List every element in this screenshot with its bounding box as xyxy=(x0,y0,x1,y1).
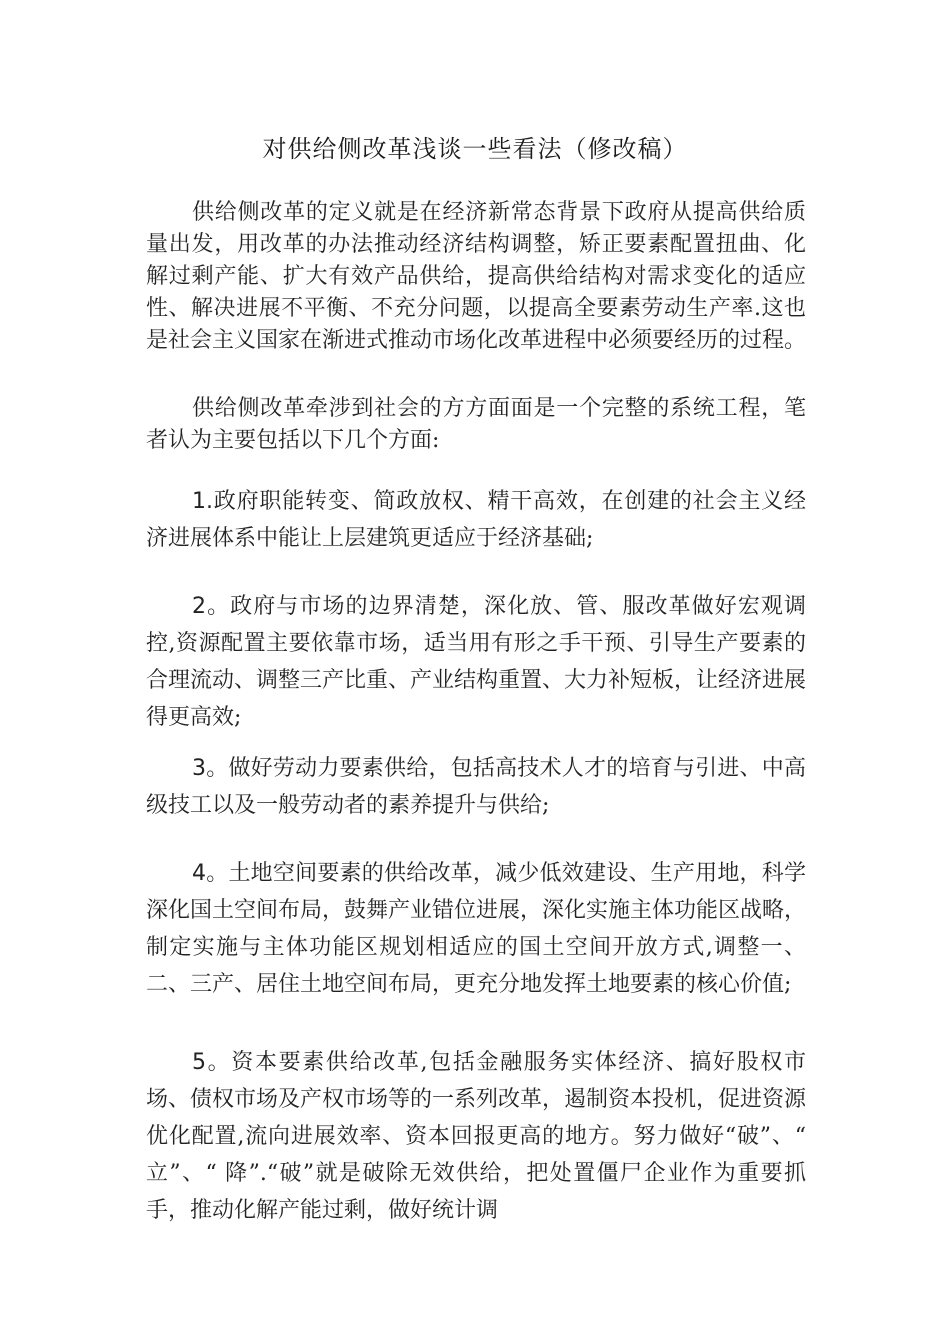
list-item-number: 3。 xyxy=(192,756,229,781)
list-item-text: 政府职能转变、简政放权、精干高效，在创建的社会主义经济进展体系中能让上层建筑更适应于经济基础; xyxy=(146,489,806,551)
list-item-text: 政府与市场的边界清楚，深化放、管、服改革做好宏观调控,资源配置主要依靠市场，适当用有形之手干预、引导生产要素的合理流动、调整三产比重、产业结构重置、大力补短板，让经济进展得更高效; xyxy=(146,594,807,730)
intro-emphasis-structure: 结构调整 xyxy=(464,232,557,257)
overview-paragraph: 供给侧改革牵涉到社会的方方面面是一个完整的系统工程，笔者认为主要包括以下几个方面: xyxy=(146,396,806,453)
list-item xyxy=(146,1044,806,1229)
intro-paragraph xyxy=(146,197,806,357)
intro-text-after: .这也是社会主义国家在渐进式推动市场化改革进程中必须要经历的过程。 xyxy=(146,296,807,353)
list-item xyxy=(146,750,806,824)
list-item xyxy=(146,855,806,1003)
intro-emphasis-productivity: 全要素劳动生产率 xyxy=(573,296,754,321)
list-item xyxy=(146,483,806,557)
intro-text-middle: ，矫正要素配置扭曲、化解过剩产能、扩大有效产品供给，提高供给结构对需求变化的适应性、解决进展不平衡、不充分问题，以提高 xyxy=(146,232,806,321)
list-item-number: 2。 xyxy=(192,594,231,619)
list-item-number: 4。 xyxy=(192,861,229,886)
list-item-number: 5。 xyxy=(192,1050,232,1075)
page-title: 对供给侧改革浅谈一些看法（修改稿） xyxy=(262,135,688,163)
list-item-text: 资本要素供给改革,包括金融服务实体经济、搞好股权市场、债权市场及产权市场等的一系列改革，遏制资本投机，促进资源优化配置,流向进展效率、资本回报更高的地方。努力做好“破”、“ 立”、“ 降”.“破”就是破除无效供给，把处置僵尸企业作为重要抓手，推动化解产能过剩，做好统计调 xyxy=(146,1050,807,1223)
list-item xyxy=(146,588,806,736)
list-item-number: 1. xyxy=(192,489,213,514)
list-item-text: 土地空间要素的供给改革，减少低效建设、生产用地，科学深化国土空间布局，鼓舞产业错位进展，深化实施主体功能区战略，制定实施与主体功能区规划相适应的国土空间开放方式,调整一、二、三产、居住土地空间布局，更充分地发挥土地要素的核心价值; xyxy=(146,861,807,997)
intro-text-before: 供给侧改革的定义就是在经济新常态背景下政府从提高供给质量出发，用改革的办法推动经济 xyxy=(146,200,806,257)
list-item-text: 做好劳动力要素供给，包括高技术人才的培育与引进、中高级技工以及一般劳动者的素养提升与供给; xyxy=(146,756,806,818)
